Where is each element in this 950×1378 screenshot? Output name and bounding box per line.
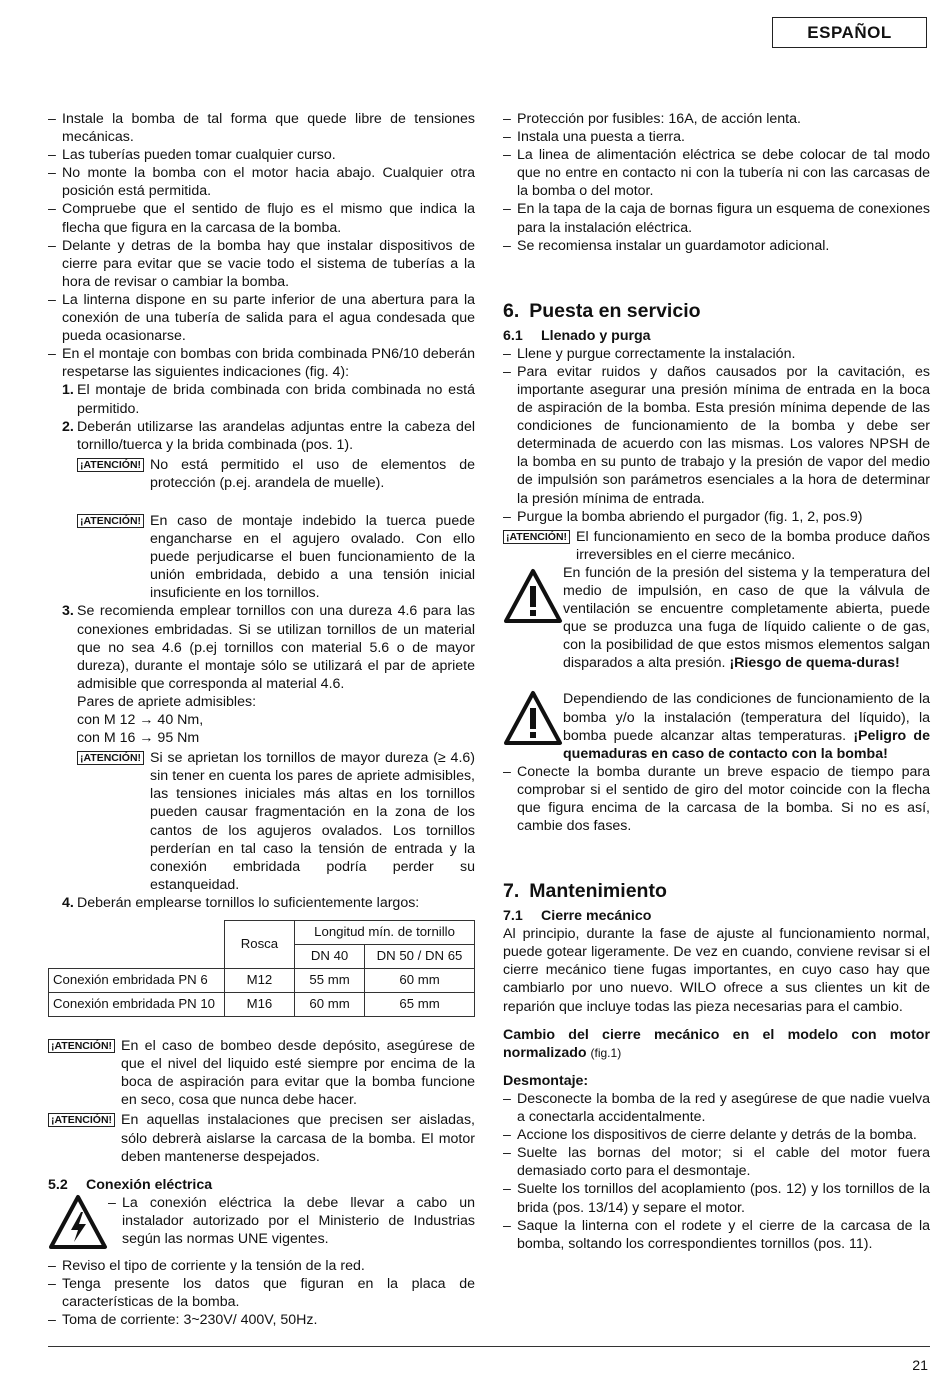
list-item: – Se recomiensa instalar un guardamotor adicional.	[503, 237, 930, 255]
table-header: DN 40	[295, 945, 365, 969]
attention-note: ¡ATENCIÓN! En el caso de bombeo desde depósito, asegúrese de que el nivel del liquido esté siempre por encima de la boca de aspiración para evitar que la bomba funcione en seco, cosa que nunca debe hacer.	[48, 1037, 475, 1109]
attention-note: ¡ATENCIÓN! En aquellas instalaciones que precisen ser aisladas, sólo debrerà aislarse la carcasa de la bomba. El motor deben mantenerse despejados.	[48, 1111, 475, 1165]
right-column	[503, 110, 930, 1253]
table-header: DN 50 / DN 65	[365, 945, 475, 969]
list-item: – Saque la linterna con el rodete y el cierre de la carcasa de la bomba, soltando los correspondientes tornillos (pos. 11).	[503, 1217, 930, 1253]
torque-value: con M 12 → 40 Nm,	[77, 712, 204, 728]
list-item: – En la tapa de la caja de bornas figura un esquema de conexiones para la instalación eléctrica.	[503, 200, 930, 236]
list-item: – La linterna dispone en su parte inferior de una abertura para la conexión de una tubería de salida para el agua condesada que pueda ocasionarse.	[48, 291, 475, 345]
attention-badge: ¡ATENCIÓN!	[77, 458, 144, 472]
bolt-length-table	[48, 920, 475, 1017]
list-item: – Tenga presente los datos que figuran en la placa de características de la bomba.	[48, 1275, 475, 1311]
attention-badge: ¡ATENCIÓN!	[48, 1039, 115, 1053]
numbered-item-2: 2. Deberán utilizarse las arandelas adjuntas entre la cabeza del tornillo/tuerca y la brida combinada (pos. 1).	[62, 418, 475, 453]
attention-badge: ¡ATENCIÓN!	[48, 1113, 115, 1127]
attention-badge: ¡ATENCIÓN!	[77, 514, 144, 528]
table-row: Conexión embridada PN 6 M12 55 mm 60 mm	[49, 969, 475, 993]
attention-badge: ¡ATENCIÓN!	[503, 530, 570, 544]
list-item: – La linea de alimentación eléctrica se debe colocar de tal modo que no entre en contacto ni con la tubería ni con las carcasas de la bomba o del motor.	[503, 146, 930, 200]
torque-title: Pares de apriete admisibles:	[77, 693, 257, 710]
paragraph: Al principio, durante la fase de ajuste al funcionamiento normal, puede gotear ligeramente. De vez en cuando, conviene revisar si el cierre mecánico tiene fugas importantes, en cuyo caso hay que cambiarlo por uno nuevo. WILO ofrece a sus clientes un kit de reparión que incluye todas las pieza necesarias para el cambio.	[503, 926, 930, 1015]
page-number: 21	[912, 1358, 928, 1374]
table-header: Longitud mín. de tornillo	[295, 921, 475, 945]
attention-note: ¡ATENCIÓN! El funcionamiento en seco de la bomba produce daños irreversibles en el cierre mecánico.	[503, 528, 930, 564]
footer-divider	[48, 1346, 930, 1347]
electric-hazard-icon	[48, 1194, 108, 1257]
temperature-warning: Dependiendo de las condiciones de funcionamiento de la bomba y/o la instalación (temperatura del líquido), la bomba puede alcanzar altas temperaturas. ¡Peligro de quemaduras en caso de contacto con la bomba!	[503, 690, 930, 762]
list-item: – Instale la bomba de tal forma que quede libre de tensiones mecánicas.	[48, 110, 475, 146]
list-item: – Delante y detras de la bomba hay que instalar dispositivos de cierre para evitar que se vacie todo el sistema de tuberías a la hora de revisar o cambiar la bomba.	[48, 237, 475, 291]
warning-icon	[503, 564, 563, 673]
section-heading-7: 7. Mantenimiento	[503, 880, 667, 903]
list-item: – Compruebe que el sentido de flujo es el mismo que indica la flecha que figura en la carcasa de la bomba.	[48, 200, 475, 236]
list-item: – Llene y purgue correctamente la instalación.	[503, 345, 930, 363]
list-item: – Accione los dispositivos de cierre delante y detrás de la bomba.	[503, 1126, 930, 1144]
list-item: – Suelte los tornillos del acoplamiento (pos. 12) y los tornillos de la brida (pos. 13/14) y separe el motor.	[503, 1180, 930, 1216]
numbered-item-4: 4. Deberán emplearse tornillos lo suficientemente largos:	[62, 894, 420, 911]
list-item: – Purgue la bomba abriendo el purgador (fig. 1, 2, pos.9)	[503, 508, 930, 526]
attention-note: ¡ATENCIÓN! En caso de montaje indebido la tuerca puede engancharse en el agujero ovalado. Con ello puede perjudicarse el buen funcionamiento de la unión embridada, debido a una tensión inicial insuficiente en los tornillos.	[48, 512, 475, 602]
list-item: – No monte la bomba con el motor hacia abajo. Cualquier otra posición está permitida.	[48, 164, 475, 200]
subheading: Cambio del cierre mecánico en el modelo con motor normalizado (fig.1)	[503, 1026, 930, 1061]
left-column	[48, 110, 475, 1329]
section-heading-6-1: 6.1 Llenado y purga	[503, 327, 651, 344]
pressure-warning: En función de la presión del sistema y la temperatura del medio de impulsión, en caso de que la válvula de ventilación se encuentre completamente abierta, puede que se produzca una fuga de líquido caliente o de gas, con la posibilidad de que estos mismos elementos salgan disparados a alta presión. ¡Riesgo de quema-duras!	[503, 564, 930, 673]
table-header: Rosca	[224, 921, 294, 969]
table-row: Conexión embridada PN 10 M16 60 mm 65 mm	[49, 993, 475, 1017]
attention-note: ¡ATENCIÓN! No está permitido el uso de elementos de protección (p.ej. arandela de muelle).	[48, 456, 475, 492]
numbered-item-3: 3. Se recomienda emplear tornillos con una dureza 4.6 para las conexiones embridadas. Si se utilizan tornillos de un material que no sea 4.6 (p.ej tornillos con material 5.6 o de mayor dureza), durante el montaje sólo se utilizará el par de apriete admisible que corresponda al material 4.6.	[62, 603, 475, 692]
list-item: – Para evitar ruidos y daños causados por la cavitación, es importante asegurar una presión mínima de entrada en la boca de aspiración de la bomba. Esta presión mínima depende de las condiciones de funcionamiento de la bomba y debe ser determinada de acuerdo con las mismas. Los valores NPSH de la bomba en su punto de trabajo y la presión de vapor del medio de impulsión son parámetros esenciales a la hora de determinar la presión mínima de entrada.	[503, 363, 930, 508]
subheading: Desmontaje:	[503, 1072, 589, 1089]
language-label: ESPAÑOL	[772, 17, 927, 48]
section-heading-5-2: 5.2 Conexión eléctrica	[48, 1176, 213, 1193]
list-item: – Conecte la bomba durante un breve espacio de tiempo para comprobar si el sentido de giro del motor coincide con la flecha que figura encima de la carcasa de la bomba. Si no es así, cambie dos fases.	[503, 763, 930, 835]
torque-value: con M 16 → 95 Nm	[77, 730, 200, 747]
list-item: – Protección por fusibles: 16A, de acción lenta.	[503, 110, 930, 128]
warning-icon	[503, 690, 563, 762]
list-item: – Desconecte la bomba de la red y asegúrese de que nadie vuelva a conectarla accidentalmente.	[503, 1090, 930, 1126]
section-heading-6: 6. Puesta en servicio	[503, 299, 701, 322]
list-item: – Reviso el tipo de corriente y la tensión de la red.	[48, 1257, 475, 1275]
list-item: – Toma de corriente: 3~230V/ 400V, 50Hz.	[48, 1311, 475, 1329]
list-item: – Las tuberías pueden tomar cualquier curso.	[48, 146, 475, 164]
electric-warning: – La conexión eléctrica la debe llevar a cabo un instalador autorizado por el Ministerio de Industrias según las normas UNE vigentes.	[48, 1194, 475, 1257]
list-item: – Suelte las bornas del motor; si el cable del motor fuera demasiado corto para el desmontaje.	[503, 1144, 930, 1180]
attention-badge: ¡ATENCIÓN!	[77, 751, 144, 765]
list-item: – En el montaje con bombas con brida combinada PN6/10 deberán respetarse las siguientes indicaciones (fig. 4):	[48, 345, 475, 381]
section-heading-7-1: 7.1 Cierre mecánico	[503, 908, 652, 925]
list-item: – Instala una puesta a tierra.	[503, 128, 930, 146]
numbered-item-1: 1. El montaje de brida combinada con brida combinada no está permitido.	[62, 382, 475, 417]
attention-note: ¡ATENCIÓN! Si se aprietan los tornillos de mayor dureza (≥ 4.6) sin tener en cuenta los pares de apriete admisibles, las tensiones iniciales más altas en los tornillos pueden causar fragmentación en la zona de los cantos de los agujeros ovalados. Los tornillos perderían en tal caso la tensión de entrada y la conexión embridada podría perder su estanqueidad.	[48, 749, 475, 894]
